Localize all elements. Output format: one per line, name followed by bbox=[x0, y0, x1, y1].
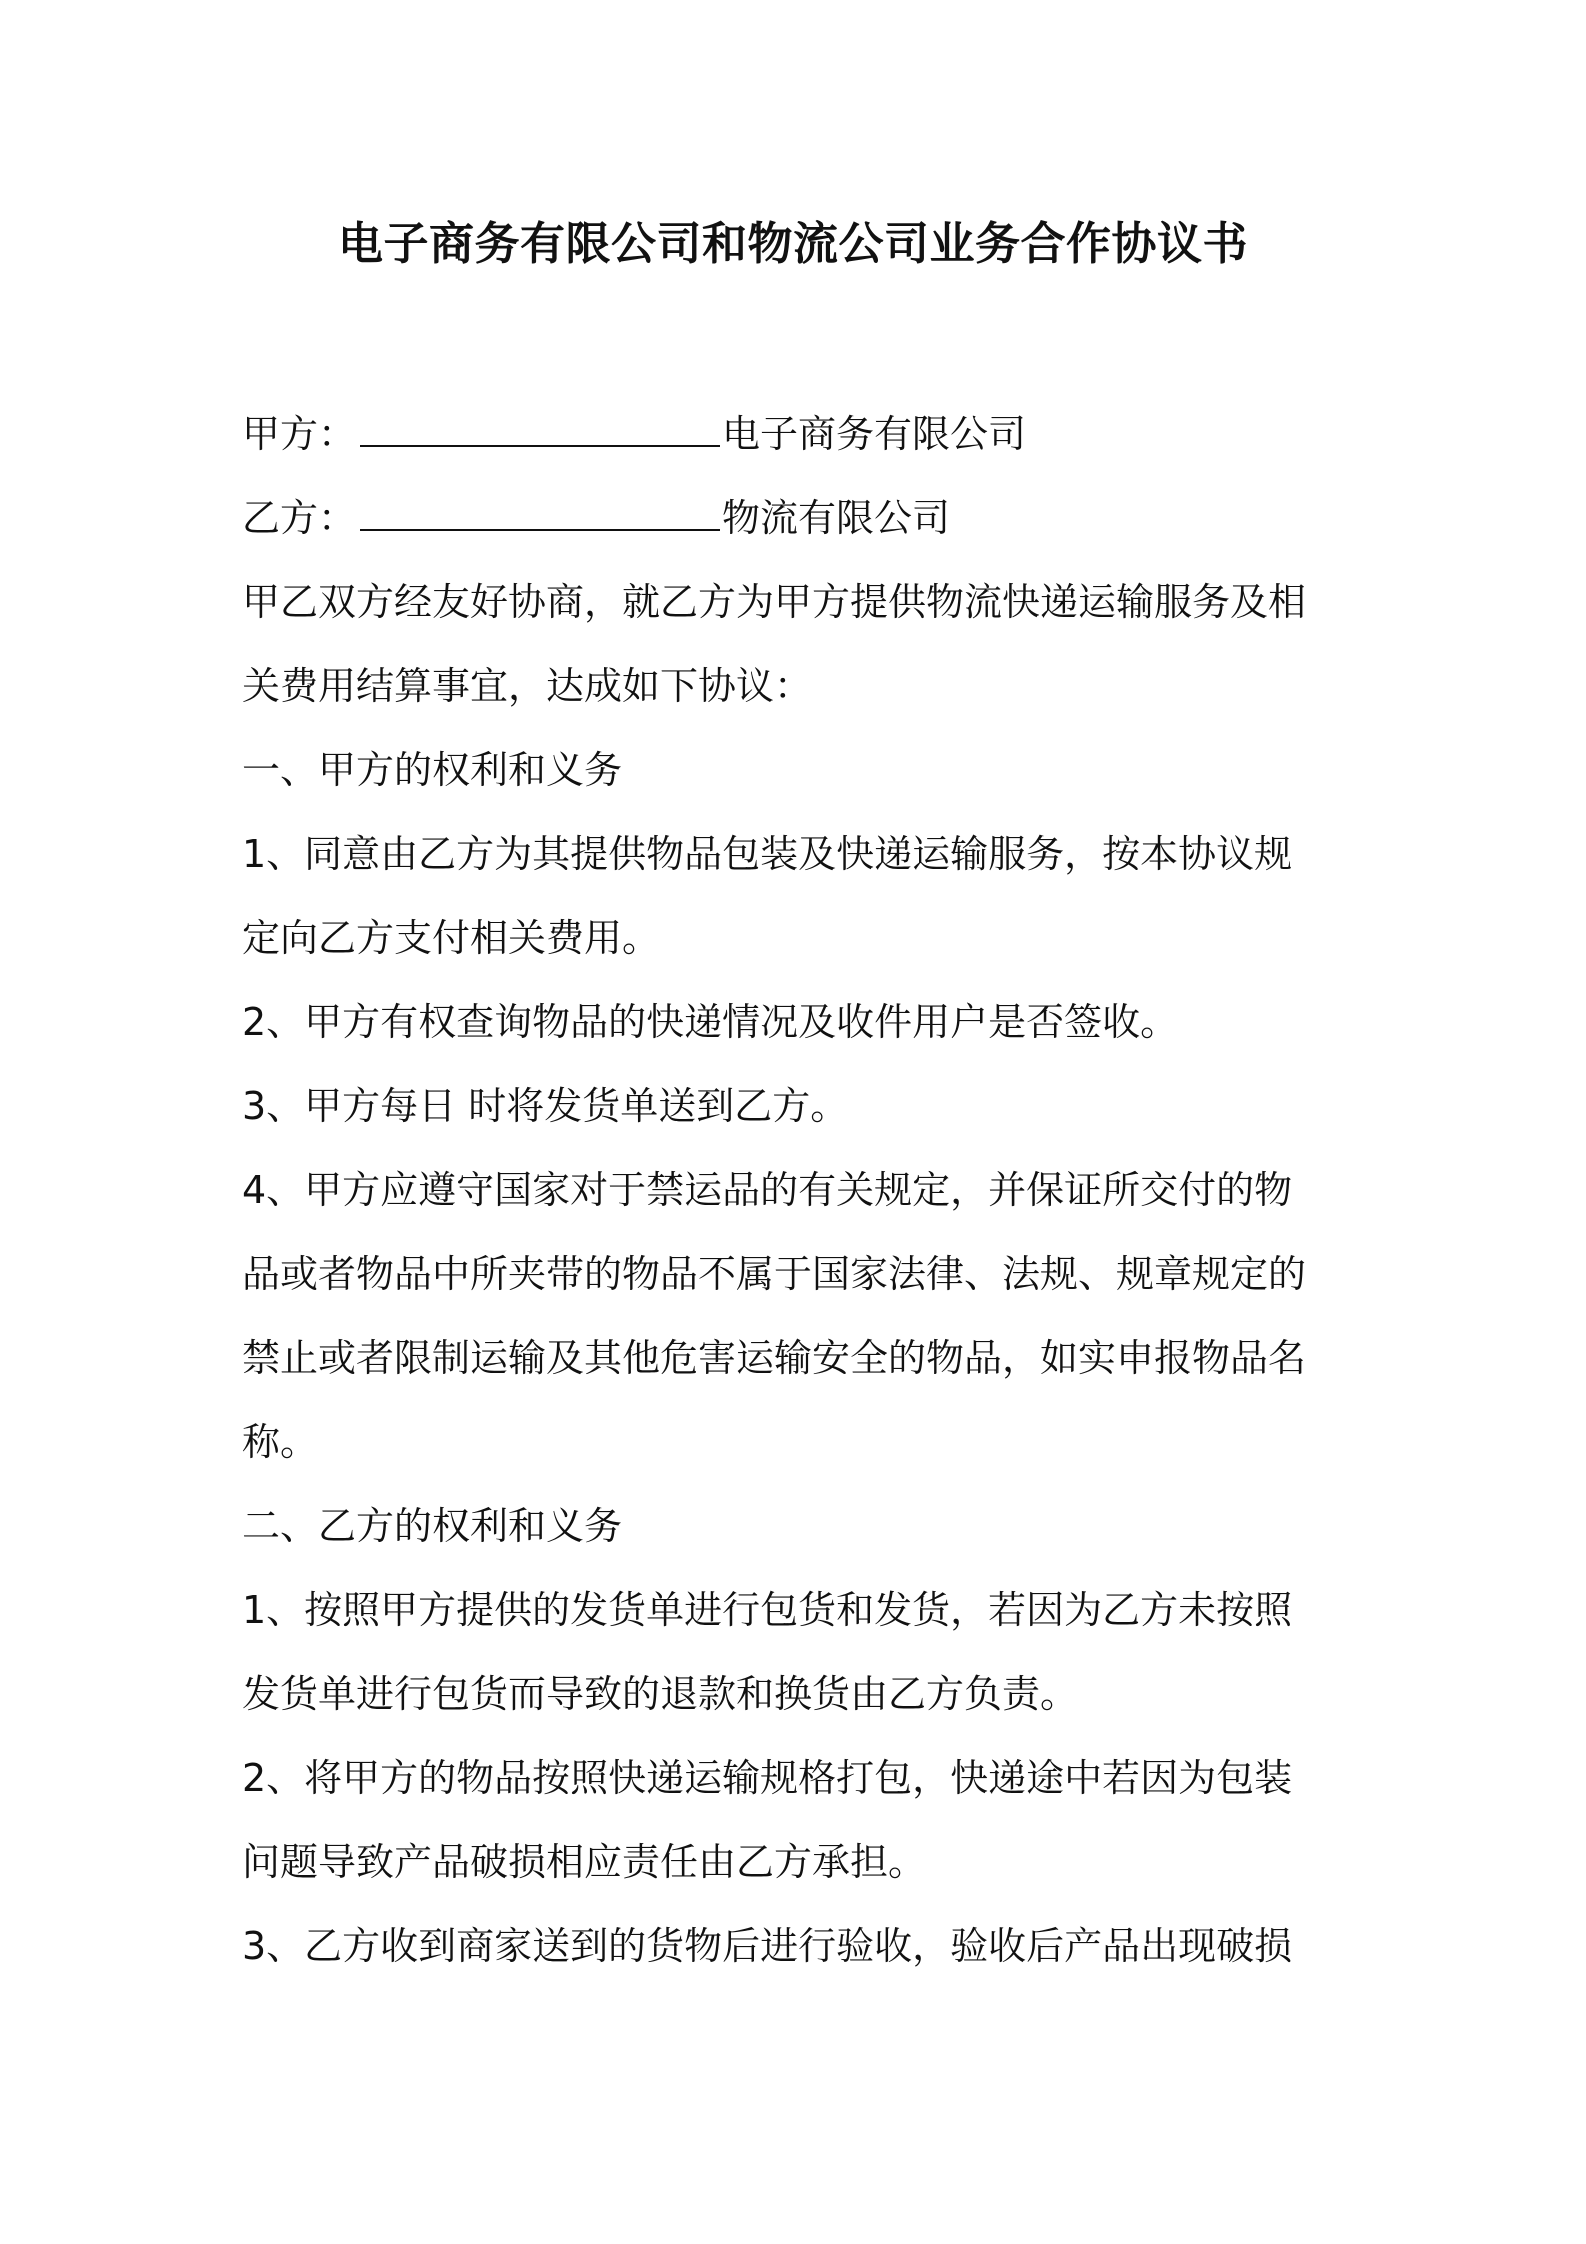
party-b-line bbox=[242, 492, 950, 544]
party-b-label: 乙方： bbox=[242, 496, 357, 540]
body-line: 品或者物品中所夹带的物品不属于国家法律、法规、规章规定的 bbox=[242, 1252, 1307, 1296]
body-line: 3、甲方每日 时将发货单送到乙方。 bbox=[242, 1084, 849, 1128]
body-line: 问题导致产品破损相应责任由乙方承担。 bbox=[242, 1840, 927, 1884]
body-line: 禁止或者限制运输及其他危害运输安全的物品，如实申报物品名 bbox=[242, 1336, 1307, 1380]
body-line: 发货单进行包货而导致的退款和换货由乙方负责。 bbox=[242, 1672, 1079, 1716]
body-line: 称。 bbox=[242, 1420, 319, 1464]
body-line: 定向乙方支付相关费用。 bbox=[242, 916, 661, 960]
body-line: 1、同意由乙方为其提供物品包装及快递运输服务，按本协议规 bbox=[242, 832, 1293, 876]
party-a-blank bbox=[360, 415, 720, 447]
body-line: 3、乙方收到商家送到的货物后进行验收，验收后产品出现破损 bbox=[242, 1924, 1293, 1968]
section-heading: 二、乙方的权利和义务 bbox=[242, 1504, 623, 1548]
body-line: 4、甲方应遵守国家对于禁运品的有关规定，并保证所交付的物 bbox=[242, 1168, 1293, 1212]
body-line: 1、按照甲方提供的发货单进行包货和发货，若因为乙方未按照 bbox=[242, 1588, 1293, 1632]
body-line: 甲乙双方经友好协商，就乙方为甲方提供物流快递运输服务及相 bbox=[242, 580, 1307, 624]
party-b-blank bbox=[360, 499, 720, 531]
body-line: 关费用结算事宜，达成如下协议： bbox=[242, 664, 813, 708]
party-a-name: 电子商务有限公司 bbox=[722, 412, 1027, 456]
section-heading: 一、甲方的权利和义务 bbox=[242, 748, 623, 792]
party-a-line bbox=[242, 408, 1026, 460]
body-line: 2、将甲方的物品按照快递运输规格打包，快递途中若因为包装 bbox=[242, 1756, 1293, 1800]
party-a-label: 甲方： bbox=[242, 412, 357, 456]
body-line: 2、甲方有权查询物品的快递情况及收件用户是否签收。 bbox=[242, 1000, 1179, 1044]
document-title: 电子商务有限公司和物流公司业务合作协议书 bbox=[337, 217, 1248, 270]
party-b-name: 物流有限公司 bbox=[722, 496, 951, 540]
